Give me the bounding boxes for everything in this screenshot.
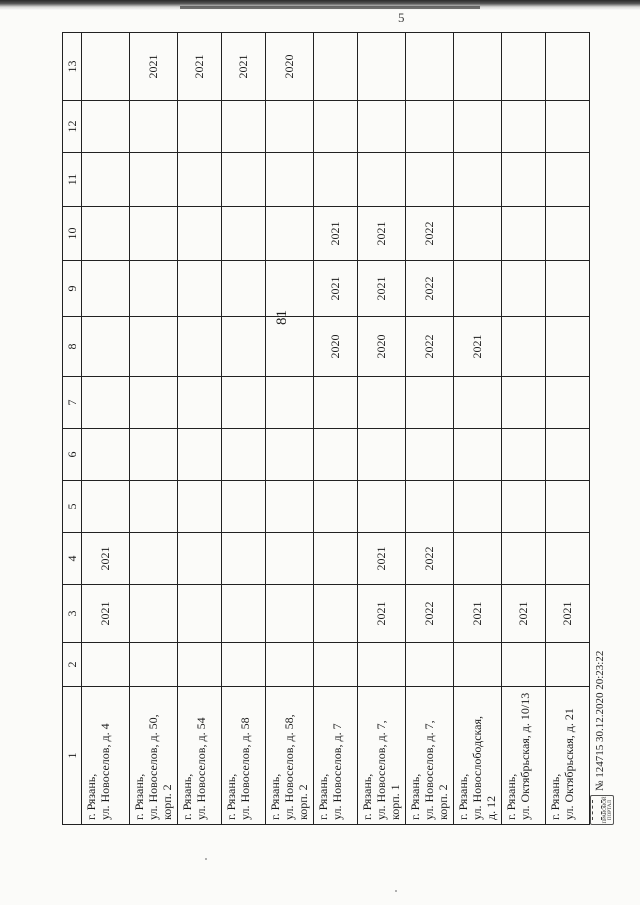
column-header: 8 <box>63 317 82 377</box>
year-cell: 2022 <box>406 585 454 643</box>
year-cell <box>222 585 266 643</box>
column-header: 6 <box>63 429 82 481</box>
schedule-table <box>62 32 590 825</box>
year-cell: 2022 <box>406 261 454 317</box>
year-cell <box>314 481 358 533</box>
year-cell <box>546 153 590 207</box>
column-header: 2 <box>63 643 82 687</box>
column-header: 13 <box>63 33 82 101</box>
table-row <box>454 33 502 825</box>
year-cell <box>454 261 502 317</box>
column-header: 4 <box>63 533 82 585</box>
address-cell: г. Рязань, ул. Новоселов, д. 7, корп. 1 <box>358 687 406 825</box>
year-cell <box>82 207 130 261</box>
year-cell <box>358 33 406 101</box>
year-cell <box>406 101 454 153</box>
year-cell <box>358 481 406 533</box>
year-cell <box>178 643 222 687</box>
year-cell: 2021 <box>546 585 590 643</box>
year-cell <box>454 207 502 261</box>
year-cell: 2021 <box>130 33 178 101</box>
year-cell <box>266 643 314 687</box>
year-cell <box>266 481 314 533</box>
page-number: 81 <box>274 310 290 325</box>
year-cell <box>546 33 590 101</box>
year-cell: 2020 <box>358 317 406 377</box>
year-cell <box>82 429 130 481</box>
year-cell <box>406 377 454 429</box>
year-cell <box>266 207 314 261</box>
year-cell: 2021 <box>178 33 222 101</box>
year-cell <box>358 153 406 207</box>
year-cell <box>130 261 178 317</box>
year-cell: 2021 <box>358 207 406 261</box>
year-cell <box>266 533 314 585</box>
year-cell <box>406 33 454 101</box>
year-cell <box>178 317 222 377</box>
year-cell <box>406 481 454 533</box>
table-row <box>314 33 358 825</box>
year-cell <box>178 429 222 481</box>
year-cell <box>314 533 358 585</box>
header-row <box>63 33 82 825</box>
year-cell <box>546 377 590 429</box>
year-cell <box>222 481 266 533</box>
year-cell <box>502 101 546 153</box>
year-cell <box>178 585 222 643</box>
year-cell: 2020 <box>314 317 358 377</box>
column-header: 1 <box>63 687 82 825</box>
year-cell <box>454 153 502 207</box>
year-cell <box>546 261 590 317</box>
scan-edge <box>0 0 640 10</box>
address-cell: г. Рязань, ул. Новоселов, д. 58, корп. 2 <box>266 687 314 825</box>
column-header: 11 <box>63 153 82 207</box>
year-cell <box>266 429 314 481</box>
year-cell <box>406 429 454 481</box>
year-cell: 2022 <box>406 317 454 377</box>
table-row <box>502 33 546 825</box>
year-cell <box>130 533 178 585</box>
year-cell <box>546 207 590 261</box>
year-cell <box>546 533 590 585</box>
year-cell <box>178 153 222 207</box>
year-cell: 2020 <box>266 33 314 101</box>
year-cell: 2022 <box>406 207 454 261</box>
year-cell <box>266 377 314 429</box>
year-cell <box>502 317 546 377</box>
corner-mark: 5 <box>398 10 405 25</box>
address-cell: г. Рязань, ул. Новоселов, д. 7 <box>314 687 358 825</box>
address-cell: г. Рязань, ул. Новоселов, д. 7, корп. 2 <box>406 687 454 825</box>
year-cell: 2021 <box>502 585 546 643</box>
year-cell <box>546 101 590 153</box>
year-cell <box>502 33 546 101</box>
column-header: 12 <box>63 101 82 153</box>
address-cell: г. Рязань, ул. Октябрьская, д. 21 <box>546 687 590 825</box>
year-cell <box>502 153 546 207</box>
year-cell <box>358 643 406 687</box>
year-cell <box>502 643 546 687</box>
year-cell <box>266 153 314 207</box>
year-cell <box>358 429 406 481</box>
year-cell <box>406 643 454 687</box>
year-cell <box>454 429 502 481</box>
table-row <box>358 33 406 825</box>
year-cell <box>130 153 178 207</box>
table-row <box>266 33 314 825</box>
year-cell <box>502 481 546 533</box>
year-cell: 2021 <box>454 317 502 377</box>
year-cell <box>130 317 178 377</box>
table-row <box>130 33 178 825</box>
portal-stamp-icon <box>590 795 614 825</box>
year-cell <box>178 207 222 261</box>
year-cell <box>82 317 130 377</box>
address-cell: г. Рязань, ул. Новоселов, д. 4 <box>82 687 130 825</box>
year-cell: 2021 <box>82 585 130 643</box>
address-cell: г. Рязань, ул. Новоселов, д. 54 <box>178 687 222 825</box>
year-cell <box>454 377 502 429</box>
year-cell <box>314 153 358 207</box>
year-cell <box>502 429 546 481</box>
column-header: 10 <box>63 207 82 261</box>
year-cell <box>130 643 178 687</box>
table-body <box>82 33 590 825</box>
year-cell <box>178 377 222 429</box>
year-cell <box>178 533 222 585</box>
stamp-text: ПРАВОВОЙ ПОРТАЛ <box>603 796 613 824</box>
year-cell <box>314 429 358 481</box>
year-cell <box>222 207 266 261</box>
year-cell <box>130 101 178 153</box>
year-cell: 2021 <box>222 33 266 101</box>
year-cell: 2021 <box>358 261 406 317</box>
year-cell <box>130 481 178 533</box>
year-cell <box>222 533 266 585</box>
year-cell <box>314 33 358 101</box>
year-cell <box>130 377 178 429</box>
column-header: 7 <box>63 377 82 429</box>
year-cell <box>178 261 222 317</box>
year-cell <box>222 261 266 317</box>
year-cell <box>178 481 222 533</box>
year-cell <box>454 533 502 585</box>
table-row <box>222 33 266 825</box>
year-cell <box>222 101 266 153</box>
year-cell <box>406 153 454 207</box>
year-cell: 2022 <box>406 533 454 585</box>
table-row <box>178 33 222 825</box>
year-cell <box>130 207 178 261</box>
year-cell <box>222 643 266 687</box>
year-cell <box>82 261 130 317</box>
year-cell <box>82 153 130 207</box>
year-cell <box>358 377 406 429</box>
year-cell <box>222 153 266 207</box>
year-cell <box>82 481 130 533</box>
year-cell <box>178 101 222 153</box>
table-row <box>406 33 454 825</box>
year-cell: 2021 <box>82 533 130 585</box>
year-cell <box>314 585 358 643</box>
table-row <box>82 33 130 825</box>
year-cell <box>546 317 590 377</box>
address-cell: г. Рязань, ул. Новоселов, д. 58 <box>222 687 266 825</box>
year-cell <box>502 533 546 585</box>
year-cell <box>546 481 590 533</box>
year-cell <box>314 101 358 153</box>
year-cell: 2021 <box>454 585 502 643</box>
year-cell: 2021 <box>314 261 358 317</box>
year-cell <box>502 261 546 317</box>
year-cell <box>130 585 178 643</box>
document-id: № 124715 30.12.2020 20:23:22 <box>594 650 606 791</box>
column-header: 3 <box>63 585 82 643</box>
year-cell <box>454 101 502 153</box>
year-cell <box>314 377 358 429</box>
year-cell: 2021 <box>358 533 406 585</box>
year-cell <box>82 377 130 429</box>
year-cell <box>82 643 130 687</box>
rotated-page <box>62 33 613 825</box>
table-row <box>546 33 590 825</box>
year-cell <box>502 207 546 261</box>
year-cell <box>222 429 266 481</box>
column-header: 5 <box>63 481 82 533</box>
year-cell <box>546 429 590 481</box>
year-cell <box>502 377 546 429</box>
year-cell <box>454 481 502 533</box>
year-cell: 2021 <box>358 585 406 643</box>
year-cell <box>454 33 502 101</box>
year-cell <box>222 377 266 429</box>
address-cell: г. Рязань, ул. Новослободская, д. 12 <box>454 687 502 825</box>
year-cell <box>266 101 314 153</box>
year-cell <box>82 33 130 101</box>
column-header: 9 <box>63 261 82 317</box>
address-cell: г. Рязань, ул. Октябрьская, д. 10/13 <box>502 687 546 825</box>
year-cell <box>266 317 314 377</box>
year-cell <box>546 643 590 687</box>
address-cell: г. Рязань, ул. Новоселов, д. 50, корп. 2 <box>130 687 178 825</box>
year-cell: 2021 <box>314 207 358 261</box>
year-cell <box>358 101 406 153</box>
year-cell <box>454 643 502 687</box>
year-cell <box>266 585 314 643</box>
year-cell <box>222 317 266 377</box>
year-cell <box>266 261 314 317</box>
year-cell <box>82 101 130 153</box>
year-cell <box>130 429 178 481</box>
year-cell <box>314 643 358 687</box>
